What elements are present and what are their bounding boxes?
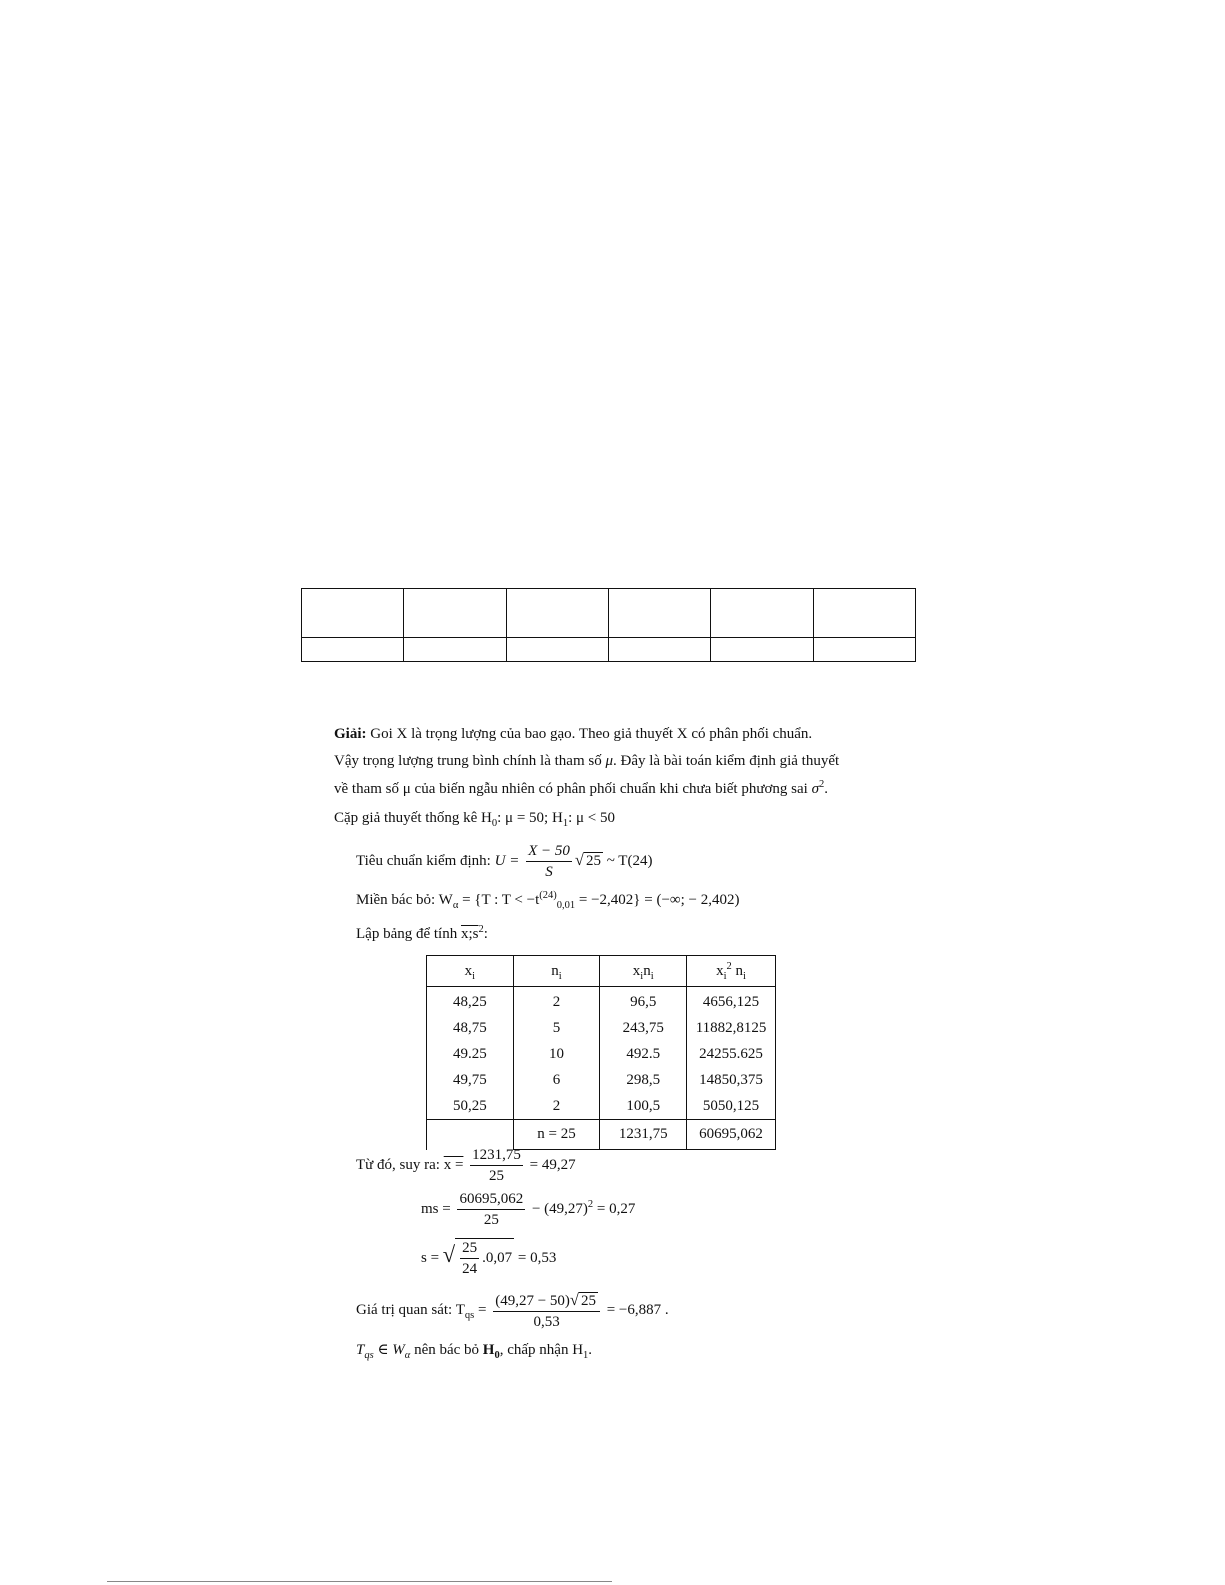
hypotheses: Cặp giả thuyết thống kê $H_0$: μ = 50; $H_1$: μ < 50 — [334, 810, 615, 829]
table-intro: Lập bảng để tính $x;s^2$: — [356, 924, 488, 942]
solution-line-3: về tham số μ của biến ngẫu nhiên có phân phối chuẩn khi chưa biết phương sai $\sigma^2$. — [334, 779, 828, 797]
header-xi2ni: $x_i^2$ $n_i$ — [687, 956, 776, 987]
header-xi: $x_i$ — [427, 956, 514, 987]
table-total-row: n = 25 1231,75 60695,062 — [427, 1120, 776, 1150]
table-row: 50,25 2 100,5 5050,125 — [427, 1093, 776, 1120]
table-row: 49,75 6 298,5 14850,375 — [427, 1067, 776, 1093]
calculation-table — [426, 955, 776, 1150]
header-xini: $x_in_i$ — [600, 956, 687, 987]
empty-data-table — [301, 588, 916, 662]
solution-line-1: Giải: Goi X là trọng lượng của bao gạo. Theo giả thuyết X có phân phối chuẩn. — [334, 726, 813, 742]
rejection-region: Miền bác bỏ: $W_\alpha = \{T$ : $T < -t^{(24)}_{0,01} = -2,402$} = (−∞; − 2,402) — [356, 890, 740, 911]
table-row: 48,25 2 96,5 4656,125 — [427, 987, 776, 1016]
table-row: 49.25 10 492.5 24255.625 — [427, 1041, 776, 1067]
solution-line-2: Vậy trọng lượng trung bình chính là tham số μ. Đây là bài toán kiểm định giả thuyết — [334, 753, 840, 769]
observed-value: Giá trị quan sát: $T_{qs}$ = $\frac{(49,27 - 50)√ 25}{0,53}$ = −6,887 . — [356, 1290, 669, 1331]
footnote-separator — [107, 1581, 612, 1582]
ms-calculation: ms = $\frac{60695,062}{25}$ − $(49,27)^2 = 0,27$ — [421, 1191, 636, 1228]
table-row: 48,75 5 243,75 11882,8125 — [427, 1015, 776, 1041]
test-statistic: Tiêu chuẩn kiểm định: U = $\frac{X - 50}{S}$ √ 25 ~ T(24) — [356, 843, 653, 880]
calc-table-header — [427, 956, 776, 987]
xbar-calculation: Từ đó, suy ra: x = $\frac{1231,75}{25}$ = 49,27 — [356, 1147, 576, 1184]
conclusion: $T_{qs}$ ∈ $W_\alpha$ nên bác bỏ $H_0$, chấp nhận $H_1$. — [356, 1342, 593, 1361]
s-calculation: s = √ $\frac{25}{24}$ .0,07 = 0,53 — [421, 1240, 557, 1277]
header-ni: $n_i$ — [513, 956, 600, 987]
